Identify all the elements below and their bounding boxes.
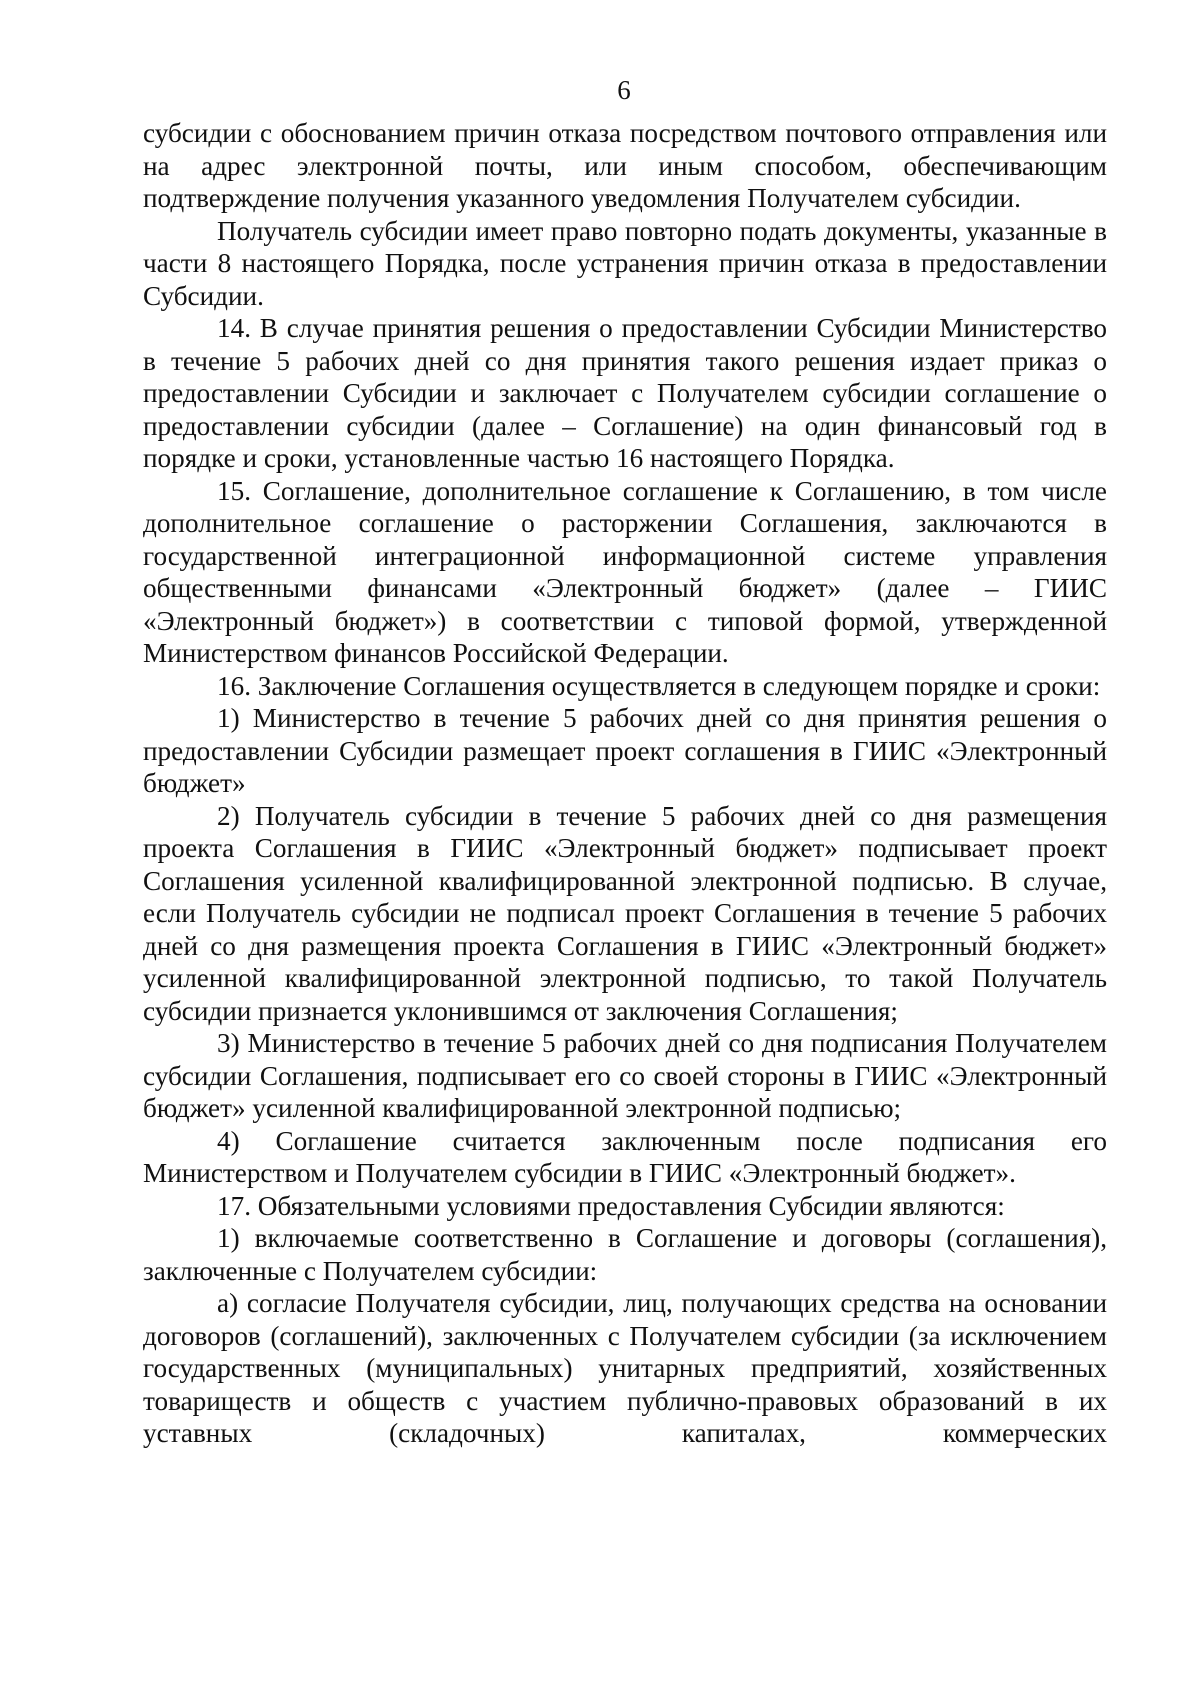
paragraph-item-14: 14. В случае принятия решения о предоставлении Субсидии Министерство в течение 5 рабочих дней со дня принятия такого решения издает приказ о предоставлении Субсидии и заключает с Получателем субсидии соглашение о предоставлении субсидии (далее – Соглашение) на один финансовый год в порядке и сроки, установленные частью 16 настоящего Порядка. bbox=[143, 313, 1107, 473]
paragraph-item-16-4: 4) Соглашение считается заключенным после подписания его Министерством и Получателем субсидии в ГИИС «Электронный бюджет». bbox=[143, 1125, 1107, 1188]
paragraph-item-17-1: 1) включаемые соответственно в Соглашение и договоры (соглашения), заключенные с Получателем субсидии: bbox=[143, 1223, 1107, 1286]
paragraph-refusal-notice: субсидии с обоснованием причин отказа посредством почтового отправления или на адрес электронной почты, или иным способом, обеспечивающим подтверждение получения указанного уведомления Получателем субсидии. bbox=[143, 118, 1107, 213]
paragraph-item-16-3: 3) Министерство в течение 5 рабочих дней со дня подписания Получателем субсидии Соглашения, подписывает его со своей стороны в ГИИС «Электронный бюджет» усиленной квалифицированной электронной подписью; bbox=[143, 1028, 1107, 1123]
paragraph-item-15: 15. Соглашение, дополнительное соглашение к Соглашению, в том числе дополнительное соглашение о расторжении Соглашения, заключаются в государственной интеграционной информационной системе управления общественными финансами «Электронный бюджет» (далее – ГИИС «Электронный бюджет») в соответствии с типовой формой, утвержденной Министерством финансов Российской Федерации. bbox=[143, 475, 1107, 668]
paragraph-item-16: 16. Заключение Соглашения осуществляется в следующем порядке и сроки: bbox=[217, 670, 1101, 701]
paragraph-item-16-2: 2) Получатель субсидии в течение 5 рабочих дней со дня размещения проекта Соглашения в ГИИС «Электронный бюджет» подписывает проект Соглашения усиленной квалифицированной электронной подписью. В случае, если Получатель субсидии не подписал проект Соглашения в течение 5 рабочих дней со дня размещения проекта Соглашения в ГИИС «Электронный бюджет» усиленной квалифицированной электронной подписью, то такой Получатель субсидии признается уклонившимся от заключения Соглашения; bbox=[143, 800, 1107, 1026]
page-number: 6 bbox=[617, 75, 631, 105]
paragraph-item-17: 17. Обязательными условиями предоставления Субсидии являются: bbox=[217, 1190, 1005, 1221]
paragraph-item-17-1-a: а) согласие Получателя субсидии, лиц, получающих средства на основании договоров (соглашений), заключенных с Получателем субсидии (за исключением государственных (муниципальных) унитарных предприятий, хозяйственных товариществ и обществ с участием публично-правовых образований в их уставных (складочных) капиталах, коммерческих bbox=[143, 1288, 1107, 1448]
document-body bbox=[143, 117, 1107, 1450]
paragraph-resubmission-right: Получатель субсидии имеет право повторно подать документы, указанные в части 8 настоящего Порядка, после устранения причин отказа в предоставлении Субсидии. bbox=[143, 215, 1107, 311]
paragraph-item-16-1: 1) Министерство в течение 5 рабочих дней со дня принятия решения о предоставлении Субсидии размещает проект соглашения в ГИИС «Электронный бюджет» bbox=[143, 703, 1107, 798]
